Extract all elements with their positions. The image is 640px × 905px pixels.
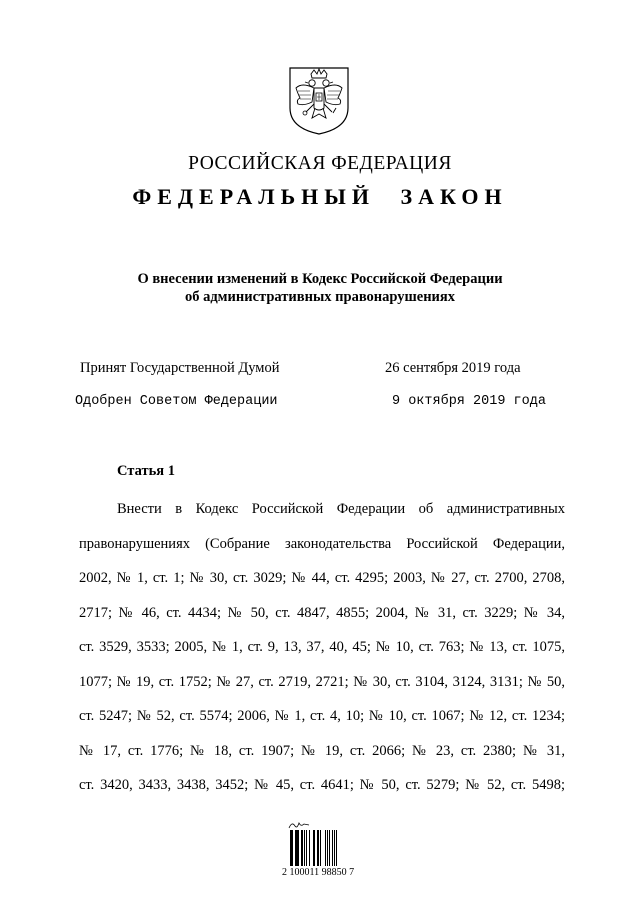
- barcode: [282, 820, 366, 880]
- article-line: Внести в Кодекс Российской Федерации об административных: [117, 501, 565, 517]
- russian-coat-of-arms-icon: [286, 64, 352, 136]
- law-type-title: ФЕДЕРАЛЬНЫЙ ЗАКОН: [132, 184, 508, 209]
- article-line: 1077; № 19, ст. 1752; № 27, ст. 2719, 2721; № 30, ст. 3104, 3124, 3131; № 50,: [79, 673, 565, 690]
- barcode-number: 2 100011 98850 7: [282, 867, 355, 878]
- article-line: 2002, № 1, ст. 1; № 30, ст. 3029; № 44, ст. 4295; 2003, № 27, ст. 2700, 2708,: [79, 570, 565, 586]
- country-name: РОССИЙСКАЯ ФЕДЕРАЦИЯ: [188, 153, 452, 174]
- article-line: ст. 3529, 3533; 2005, № 1, ст. 9, 13, 37, 40, 45; № 10, ст. 763; № 13, ст. 1075,: [79, 639, 565, 655]
- article-line: правонарушениях (Собрание законодательства Российской Федерации,: [79, 535, 565, 552]
- article-line: ст. 3420, 3433, 3438, 3452; № 45, ст. 4641; № 50, ст. 5279; № 52, ст. 5498;: [79, 777, 565, 793]
- council-approval-date: 9 октября 2019 года: [392, 394, 546, 409]
- article-heading: Статья 1: [117, 463, 175, 479]
- law-subject-line: О внесении изменений в Кодекс Российской Федерации: [137, 271, 503, 287]
- article-body: [79, 492, 565, 803]
- council-approval-label: Одобрен Советом Федерации: [75, 394, 278, 409]
- law-subject-line: об административных правонарушениях: [184, 289, 456, 305]
- article-line: ст. 5247; № 52, ст. 5574; 2006, № 1, ст. 4, 10; № 10, ст. 1067; № 12, ст. 1234;: [79, 708, 565, 724]
- law-subject: [0, 270, 640, 306]
- duma-adoption-date: 26 сентября 2019 года: [385, 360, 521, 376]
- duma-adoption-label: Принят Государственной Думой: [80, 360, 280, 376]
- article-line: № 17, ст. 1776; № 18, ст. 1907; № 19, ст. 2066; № 23, ст. 2380; № 31,: [79, 742, 565, 759]
- barcode-icon: [290, 830, 358, 866]
- article-line: 2717; № 46, ст. 4434; № 50, ст. 4847, 4855; 2004, № 31, ст. 3229; № 34,: [79, 604, 565, 621]
